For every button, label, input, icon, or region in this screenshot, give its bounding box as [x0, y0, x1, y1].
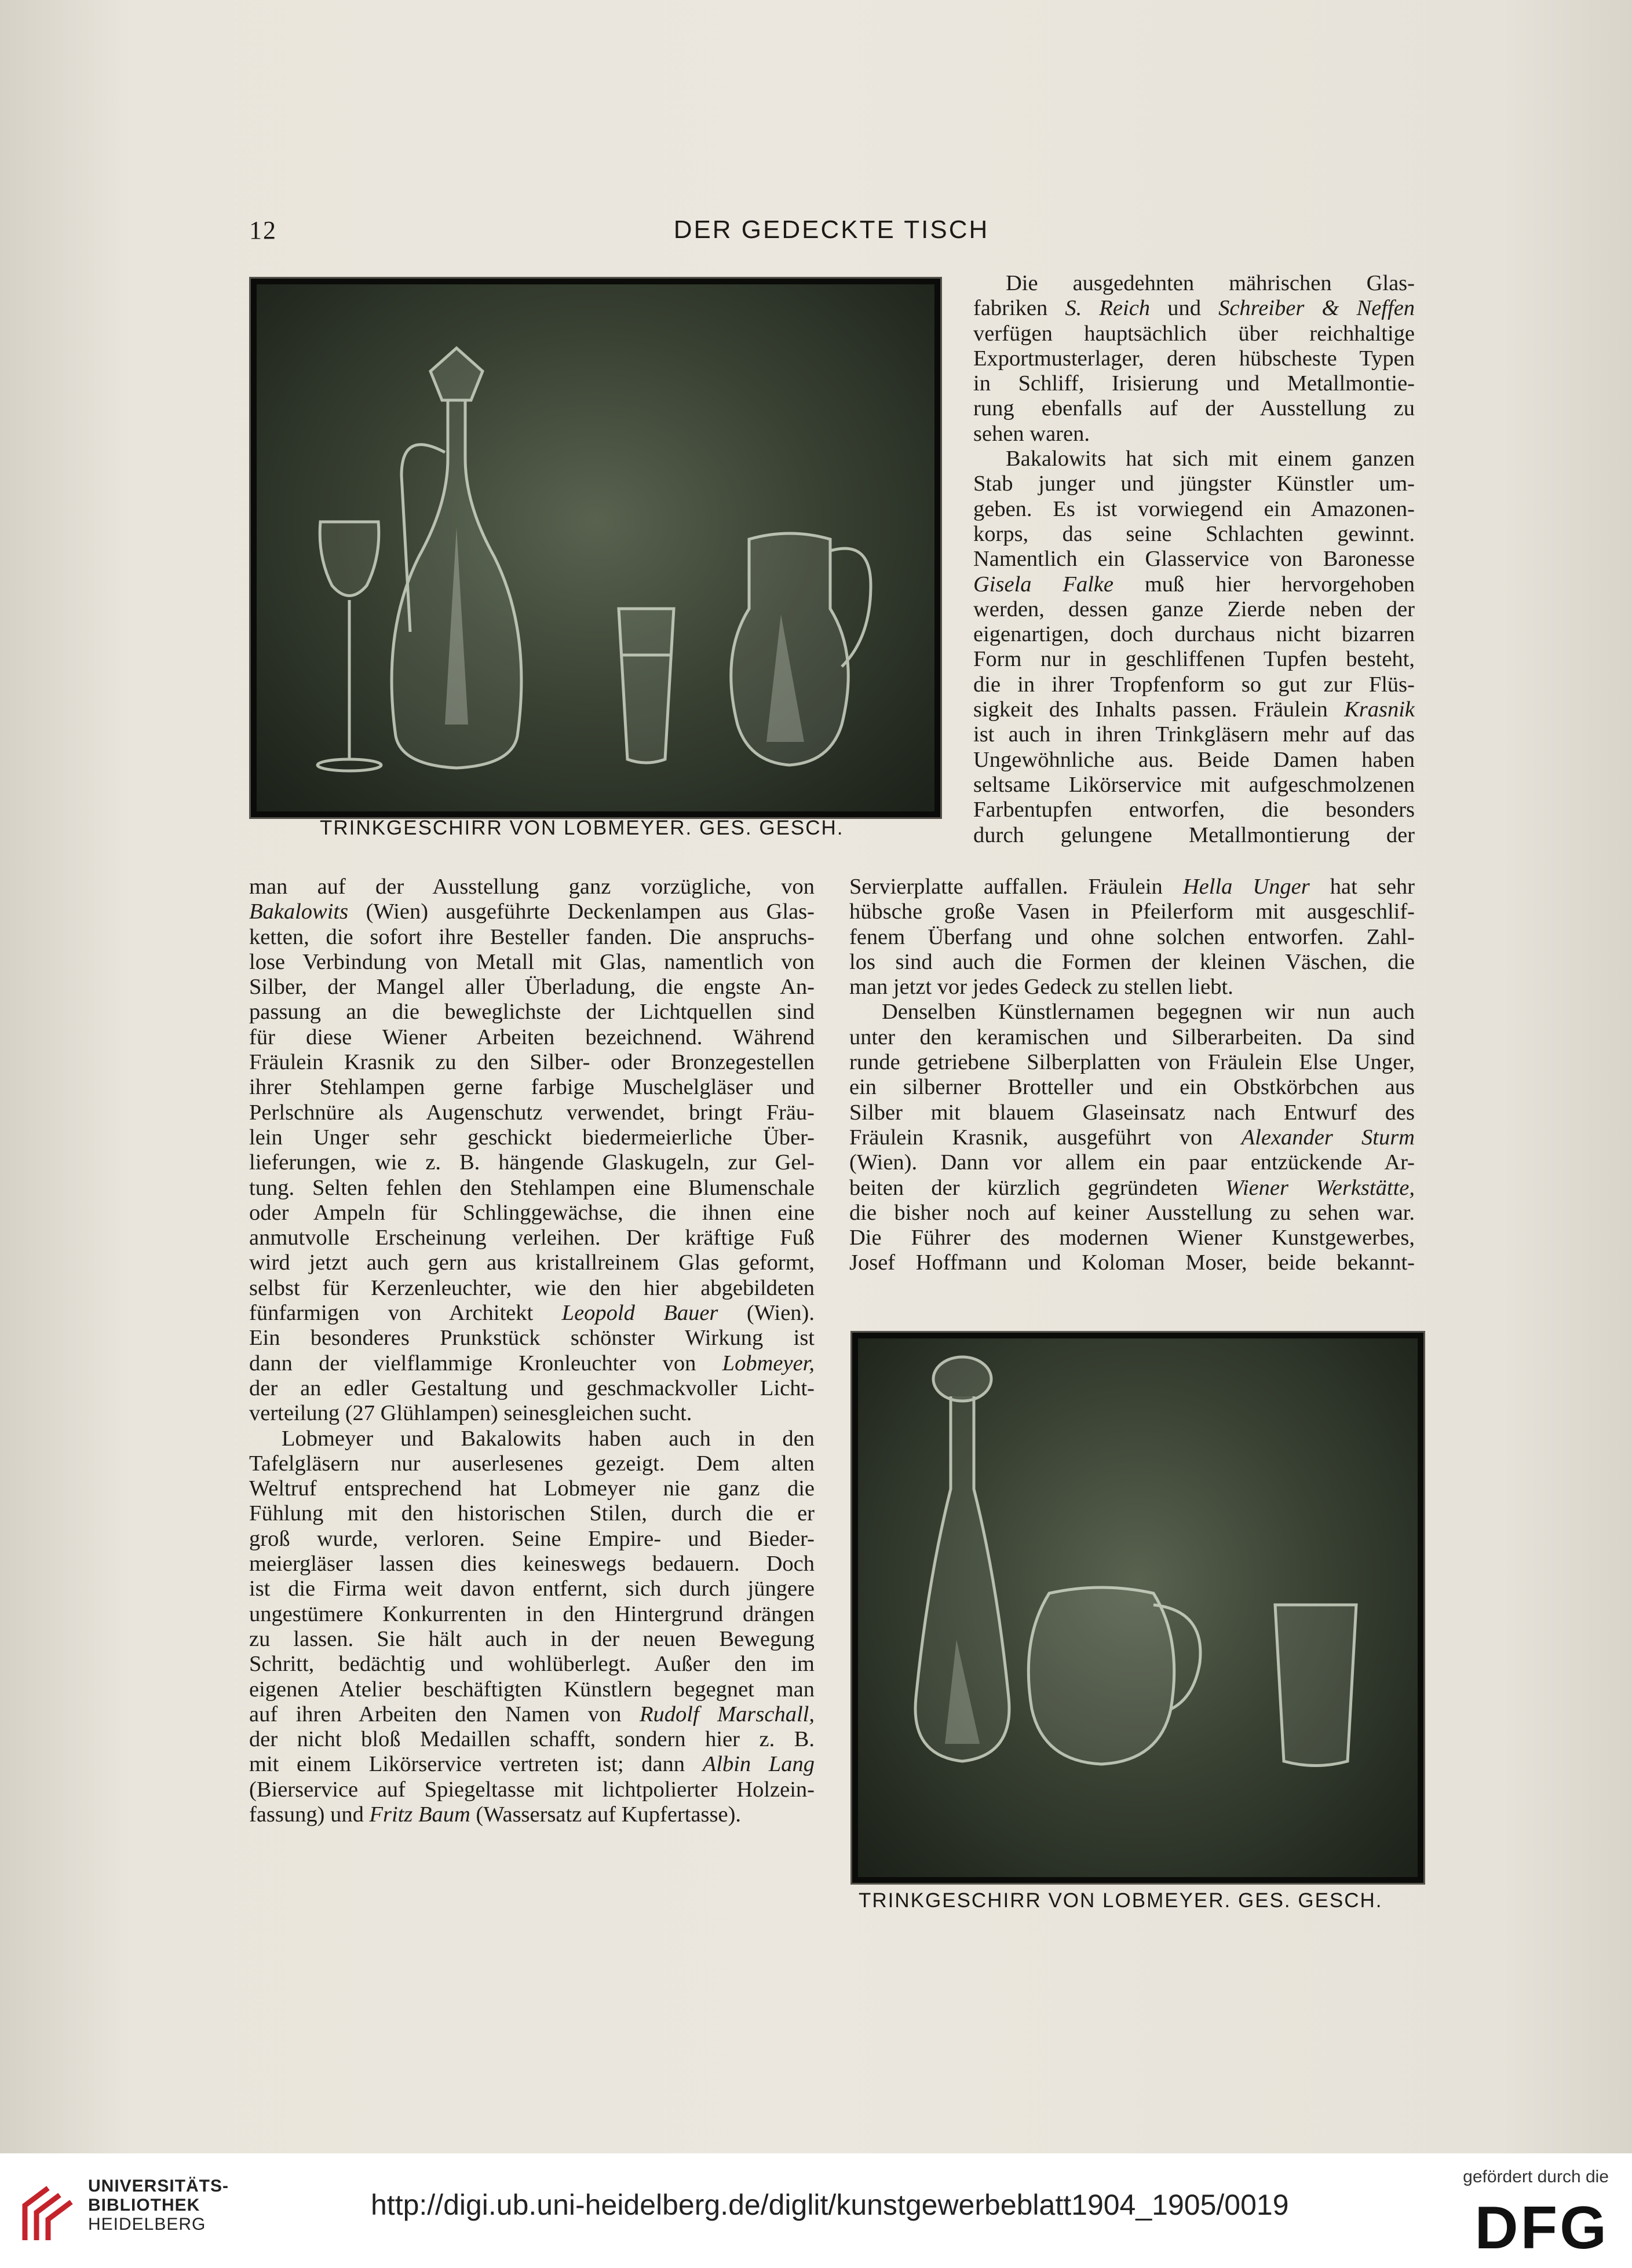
figure-caption: TRINKGESCHIRR VON LOBMEYER. GES. GESCH. — [859, 1889, 1383, 1912]
page-number: 12 — [249, 216, 277, 244]
text-line: Ein besonderes Prunkstück schönster Wirkung ist — [249, 1326, 815, 1351]
text-line: sigkeit des Inhalts passen. Fräulein Krasnik — [973, 697, 1415, 722]
photo-glassware-2 — [850, 1331, 1425, 1885]
text-line: (Bierservice auf Spiegeltasse mit lichtpolierter Holzein- — [249, 1777, 815, 1802]
text-line: ungestümere Konkurrenten in den Hintergrund drängen — [249, 1601, 815, 1626]
text-column-right-top — [973, 271, 1415, 848]
text-line: runde getriebene Silberplatten von Fräulein Else Unger, — [849, 1050, 1415, 1075]
text-line: Tafelgläsern nur auserlesenes gezeigt. Dem alten — [249, 1451, 815, 1476]
text-line: anmutvolle Erscheinung verleihen. Der kräftige Fuß — [249, 1226, 815, 1250]
text-line: in Schliff, Irisierung und Metallmontie- — [973, 371, 1415, 396]
text-column-left — [249, 875, 815, 1827]
ub-heidelberg-logo-icon — [16, 2171, 80, 2245]
text-line: Silber mit blauem Glaseinsatz nach Entwurf des — [849, 1100, 1415, 1125]
text-line: Fräulein Krasnik zu den Silber- oder Bronzegestellen — [249, 1050, 815, 1075]
text-line: fassung) und Fritz Baum (Wassersatz auf Kupfertasse). — [249, 1802, 742, 1827]
text-line: wird jetzt auch gern aus kristallreinem Glas geformt, — [249, 1250, 815, 1275]
text-line: dann der vielflammige Kronleuchter von Lobmeyer, — [249, 1351, 815, 1376]
text-line: mit einem Likörservice vertreten ist; dann Albin Lang — [249, 1752, 815, 1777]
text-line: eigenartigen, doch durchaus nicht bizarren — [973, 622, 1415, 647]
text-line: ist die Firma weit davon entfernt, sich durch jüngere — [249, 1576, 815, 1601]
text-line: rung ebenfalls auf der Ausstellung zu — [973, 396, 1415, 421]
running-head: DER GEDECKTE TISCH — [673, 215, 990, 244]
text-line: Form nur in geschliffenen Tupfen besteht, — [973, 647, 1415, 672]
text-line: seltsame Likörservice mit aufgeschmolzenen — [973, 772, 1415, 797]
source-url-link[interactable]: http://digi.ub.uni-heidelberg.de/diglit/kunstgewerbeblatt1904_1905/0019 — [371, 2189, 1289, 2221]
text-line: der nicht bloß Medaillen schafft, sondern hier z. B. — [249, 1727, 815, 1752]
text-line: zu lassen. Sie hält auch in der neuen Bewegung — [249, 1626, 815, 1651]
text-line: Denselben Künstlernamen begegnen wir nun auch — [882, 1000, 1415, 1025]
text-line: groß wurde, verloren. Seine Empire- und Bieder- — [249, 1526, 815, 1551]
text-line: ein silberner Brotteller und ein Obstkörbchen aus — [849, 1075, 1415, 1100]
text-line: meiergläser lassen dies keineswegs bedauern. Doch — [249, 1552, 815, 1576]
text-line: eigenen Atelier beschäftigten Künstlern begegnet man — [249, 1677, 815, 1702]
text-line: Fühlung mit den historischen Stilen, durch die er — [249, 1501, 815, 1526]
text-line: Bakalowits hat sich mit einem ganzen — [1006, 447, 1415, 471]
text-line: Farbentupfen entworfen, die besonders — [973, 798, 1415, 822]
text-line: Die ausgedehnten mährischen Glas- — [1006, 271, 1415, 295]
text-line: beiten der kürzlich gegründeten Wiener Werkstätte, — [849, 1175, 1415, 1200]
digitization-footer — [0, 2153, 1632, 2268]
text-line: werden, dessen ganze Zierde neben der — [973, 597, 1415, 621]
text-line: oder Ampeln für Schlinggewächse, die ihnen eine — [249, 1200, 815, 1225]
text-line: (Wien). Dann vor allem ein paar entzückende Ar- — [849, 1150, 1415, 1175]
text-line: hübsche große Vasen in Pfeilerform mit ausgeschlif- — [849, 899, 1415, 924]
text-line: für diese Wiener Arbeiten bezeichnend. Während — [249, 1025, 815, 1049]
text-line: Perlschnüre als Augenschutz verwendet, bringt Fräu- — [249, 1100, 815, 1125]
text-line: auf ihren Arbeiten den Namen von Rudolf Marschall, — [249, 1702, 815, 1726]
text-line: lein Unger sehr geschickt biedermeierliche Über- — [249, 1125, 815, 1150]
text-line: Bakalowits (Wien) ausgeführte Deckenlampen aus Glas- — [249, 899, 815, 924]
text-line: Gisela Falke muß hier hervorgehoben — [973, 572, 1415, 597]
text-line: lose Verbindung von Metall mit Glas, namentlich von — [249, 949, 815, 974]
page-header — [249, 215, 1414, 250]
text-line: Weltruf entsprechend hat Lobmeyer nie ganz die — [249, 1476, 815, 1501]
text-line: Namentlich ein Glasservice von Baronesse — [973, 547, 1415, 572]
text-line: ketten, die sofort ihre Besteller fanden. Die anspruchs- — [249, 924, 815, 949]
text-line: Servierplatte auffallen. Fräulein Hella Unger hat sehr — [849, 875, 1415, 899]
text-line: der an edler Gestaltung und geschmackvoller Licht- — [249, 1376, 815, 1400]
figure-caption: TRINKGESCHIRR VON LOBMEYER. GES. GESCH. — [320, 817, 844, 839]
text-line: korps, das seine Schlachten gewinnt. — [973, 521, 1415, 546]
text-line: Stab junger und jüngster Künstler um- — [973, 471, 1415, 496]
text-line: lieferungen, wie z. B. hängende Glaskugeln, zur Gel- — [249, 1150, 815, 1175]
text-line: ihrer Stehlampen gerne farbige Muschelgläser und — [249, 1075, 815, 1100]
text-line: man jetzt vor jedes Gedeck zu stellen liebt. — [849, 975, 1233, 1000]
text-column-right-mid — [849, 875, 1415, 1276]
text-line: fabriken S. Reich und Schreiber & Neffen — [973, 296, 1415, 321]
text-line: Silber, der Mangel aller Überladung, die engste An- — [249, 975, 815, 1000]
dfg-logo: DFG — [1474, 2194, 1609, 2262]
photo-glassware-1 — [249, 277, 942, 819]
text-line: fenem Überfang und ohne solchen entworfen. Zahl- — [849, 924, 1415, 949]
text-line: durch gelungene Metallmontierung der — [973, 822, 1415, 847]
text-line: los sind auch die Formen der kleinen Väschen, die — [849, 949, 1415, 974]
text-line: man auf der Ausstellung ganz vorzügliche, von — [249, 875, 815, 899]
text-line: die bisher noch auf keiner Ausstellung zu sehen war. — [849, 1200, 1415, 1225]
text-line: Lobmeyer und Bakalowits haben auch in den — [282, 1426, 815, 1451]
text-line: Fräulein Krasnik, ausgeführt von Alexander Sturm — [849, 1125, 1415, 1150]
text-line: fünfarmigen von Architekt Leopold Bauer (Wien). — [249, 1301, 815, 1326]
text-line: passung an die beweglichste der Lichtquellen sind — [249, 1000, 815, 1025]
text-line: geben. Es ist vorwiegend ein Amazonen- — [973, 496, 1415, 521]
text-line: tung. Selten fehlen den Stehlampen eine Blumenschale — [249, 1175, 815, 1200]
text-line: selbst für Kerzenleuchter, wie den hier abgebildeten — [249, 1275, 815, 1300]
text-line: Exportmusterlager, deren hübscheste Typen — [973, 346, 1415, 371]
funded-by-label: gefördert durch die — [1463, 2167, 1609, 2186]
text-line: verfügen hauptsächlich über reichhaltige — [973, 321, 1415, 346]
text-line: unter den keramischen und Silberarbeiten. Da sind — [849, 1025, 1415, 1049]
text-line: verteilung (27 Glühlampen) seinesgleichen sucht. — [249, 1401, 692, 1426]
text-line: Josef Hoffmann und Koloman Moser, beide bekannt- — [849, 1250, 1415, 1275]
text-line: die in ihrer Tropfenform so gut zur Flüs- — [973, 672, 1415, 697]
text-line: ist auch in ihren Trinkgläsern mehr auf das — [973, 722, 1415, 747]
text-line: sehen waren. — [973, 421, 1090, 446]
library-name: UNIVERSITÄTS- BIBLIOTHEK HEIDELBERG — [88, 2176, 229, 2234]
text-line: Die Führer des modernen Wiener Kunstgewerbes, — [849, 1226, 1415, 1250]
glassware-illustration-1 — [257, 284, 934, 811]
text-line: Schritt, bedächtig und wohlüberlegt. Außer den im — [249, 1652, 815, 1677]
glassware-illustration-2 — [858, 1338, 1418, 1877]
text-line: Ungewöhnliche aus. Beide Damen haben — [973, 747, 1415, 772]
